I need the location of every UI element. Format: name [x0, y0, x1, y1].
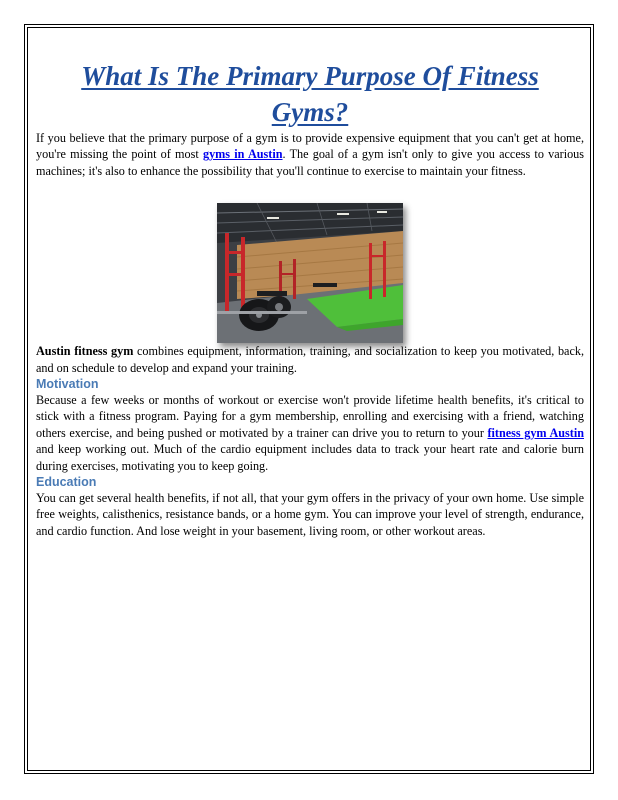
- intro-paragraph: [36, 130, 584, 179]
- education-paragraph: You can get several health benefits, if not all, that your gym offers in the privacy of your own home. Use simple free weights, calisthenics, resistance bands, or a home gym. You can improve your level of strength, endurance, and cardio function. And lose weight in your basement, living room, or other workout areas.: [36, 491, 584, 538]
- title-container: [36, 58, 584, 130]
- education-heading: Education: [36, 475, 97, 490]
- intro-text-before: If you believe that the primary purpose of a gym is to provide expensive equipment that you can't get at home, you're missing the point of most: [36, 131, 584, 162]
- gym-interior-image: [217, 203, 403, 343]
- fitness-gym-austin-link[interactable]: fitness gym Austin: [487, 425, 585, 440]
- intro-text-after: . The goal of a gym isn't only to give you access to various machines; it's also to enhance the possibility that you'll continue to exercise to maintain your fitness.: [36, 147, 585, 178]
- austin-fitness-gym-lead: Austin fitness gym: [36, 344, 134, 359]
- motivation-heading: Motivation: [36, 377, 99, 392]
- page-title: What Is The Primary Purpose Of Fitness Gyms?: [81, 61, 539, 127]
- austin-fitness-text: combines equipment, information, training, and socialization to keep you motivated, back, and on schedule to develop and expand your training.: [36, 344, 584, 375]
- austin-fitness-paragraph: [36, 343, 584, 376]
- motivation-text-after: and keep working out. Much of the cardio equipment includes data to track your heart rate and calorie burn during exercises, motivating you to keep going.: [36, 442, 584, 473]
- motivation-text-before: Because a few weeks or months of workout or exercise won't provide lifetime health benefits, it's critical to stick with a fitness program. Paying for a gym membership, enrolling and exercising with a friend, watching others exercise, and being pushed or motivated by a trainer can drive you to return to your: [36, 393, 584, 440]
- document-body: [36, 58, 584, 539]
- page-border: [24, 24, 594, 774]
- motivation-paragraph: [36, 392, 584, 474]
- figure: [36, 203, 584, 343]
- gyms-in-austin-link[interactable]: gyms in Austin: [202, 147, 283, 162]
